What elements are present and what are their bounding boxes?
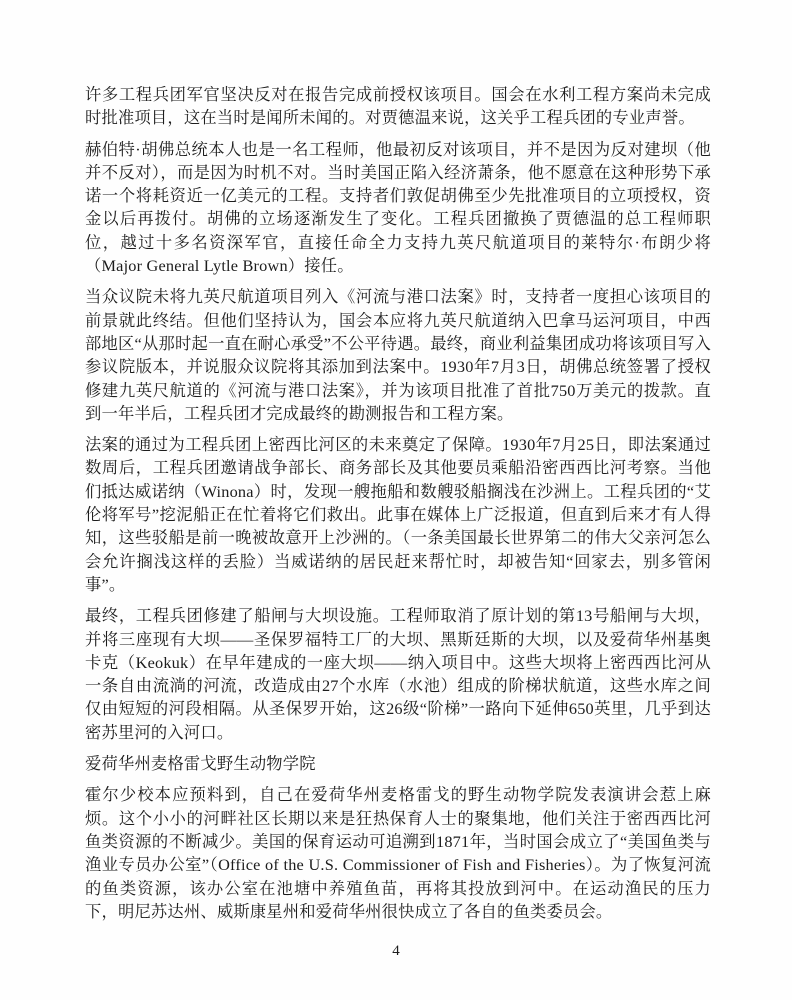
paragraph: 最终，工程兵团修建了船闸与大坝设施。工程师取消了原计划的第13号船闸与大坝，并将三座现有大坝——圣保罗福特工厂的大坝、黑斯廷斯的大坝，以及爱荷华州基奥卡克（Keokuk）在早年建成的一座大坝——纳入项目中。这些大坝将上密西西比河从一条自由流淌的河流，改造成由27个水库（水池）组成的阶梯状航道，这些水库之间仅由短短的河段相隔。从圣保罗开始，这26级“阶梯”一路向下延伸650英里，几乎到达密苏里河的入河口。 [85,606,711,742]
paragraph: 当众议院未将九英尺航道项目列入《河流与港口法案》时，支持者一度担心该项目的前景就此终结。但他们坚持认为，国会本应将九英尺航道纳入巴拿马运河项目，中西部地区“从那时起一直在耐心承受”不公平待遇。最终，商业利益集团成功将该项目写入参议院版本，并说服众议院将其添加到法案中。1930年7月3日，胡佛总统签署了授权修建九英尺航道的《河流与港口法案》，并为该项目批准了首批750万美元的拨款。直到一年半后，工程兵团才完成最终的勘测报告和工程方案。 [85,287,711,423]
paragraph: 霍尔少校本应预料到，自己在爱荷华州麦格雷戈的野生动物学院发表演讲会惹上麻烦。这个小小的河畔社区长期以来是狂热保育人士的聚集地，他们关注于密西西比河鱼类资源的不断减少。美国的保育运动可追溯到1871年，当时国会成立了“美国鱼类与渔业专员办公室”（Office of the U.S. Commissioner of Fish and Fisheries）。为了恢复河流的鱼类资源，该办公室在池塘中养殖鱼苗，再将其投放到河中。在运动渔民的压力下，明尼苏达州、威斯康星州和爱荷华州很快成立了各自的鱼类委员会。 [85,785,711,921]
paragraph: 赫伯特·胡佛总统本人也是一名工程师，他最初反对该项目，并不是因为反对建坝（他并不反对），而是因为时机不对。当时美国正陷入经济萧条，他不愿意在这种形势下承诺一个将耗资近一亿美元的工程。支持者们敦促胡佛至少先批准项目的立项授权，资金以后再拨付。胡佛的立场逐渐发生了变化。工程兵团撤换了贾德温的总工程师职位，越过十多名资深军官，直接任命全力支持九英尺航道项目的莱特尔·布朗少将（Major General Lytle Brown）接任。 [85,139,711,276]
section-heading: 爱荷华州麦格雷戈野生动物学院 [85,754,316,774]
page-number [0,941,792,961]
page-number-value: 4 [392,943,400,959]
paragraph: 许多工程兵团军官坚决反对在报告完成前授权该项目。国会在水利工程方案尚未完成时批准项目，这在当时是闻所未闻的。对贾德温来说，这关乎工程兵团的专业声誉。 [85,85,711,128]
paragraph: 法案的通过为工程兵团上密西比河区的未来奠定了保障。1930年7月25日，即法案通过数周后，工程兵团邀请战争部长、商务部长及其他要员乘船沿密西西比河考察。当他们抵达威诺纳（Winona）时，发现一艘拖船和数艘驳船搁浅在沙洲上。工程兵团的“艾伦将军号”挖泥船正在忙着将它们救出。此事在媒体上广泛报道，但直到后来才有人得知，这些驳船是前一晚被故意开上沙洲的。（一条美国最长世界第二的伟大父亲河怎么会允许搁浅这样的丢脸）当威诺纳的居民赶来帮忙时，却被告知“回家去，别多管闲事”。 [85,435,711,594]
page-content [85,83,711,931]
